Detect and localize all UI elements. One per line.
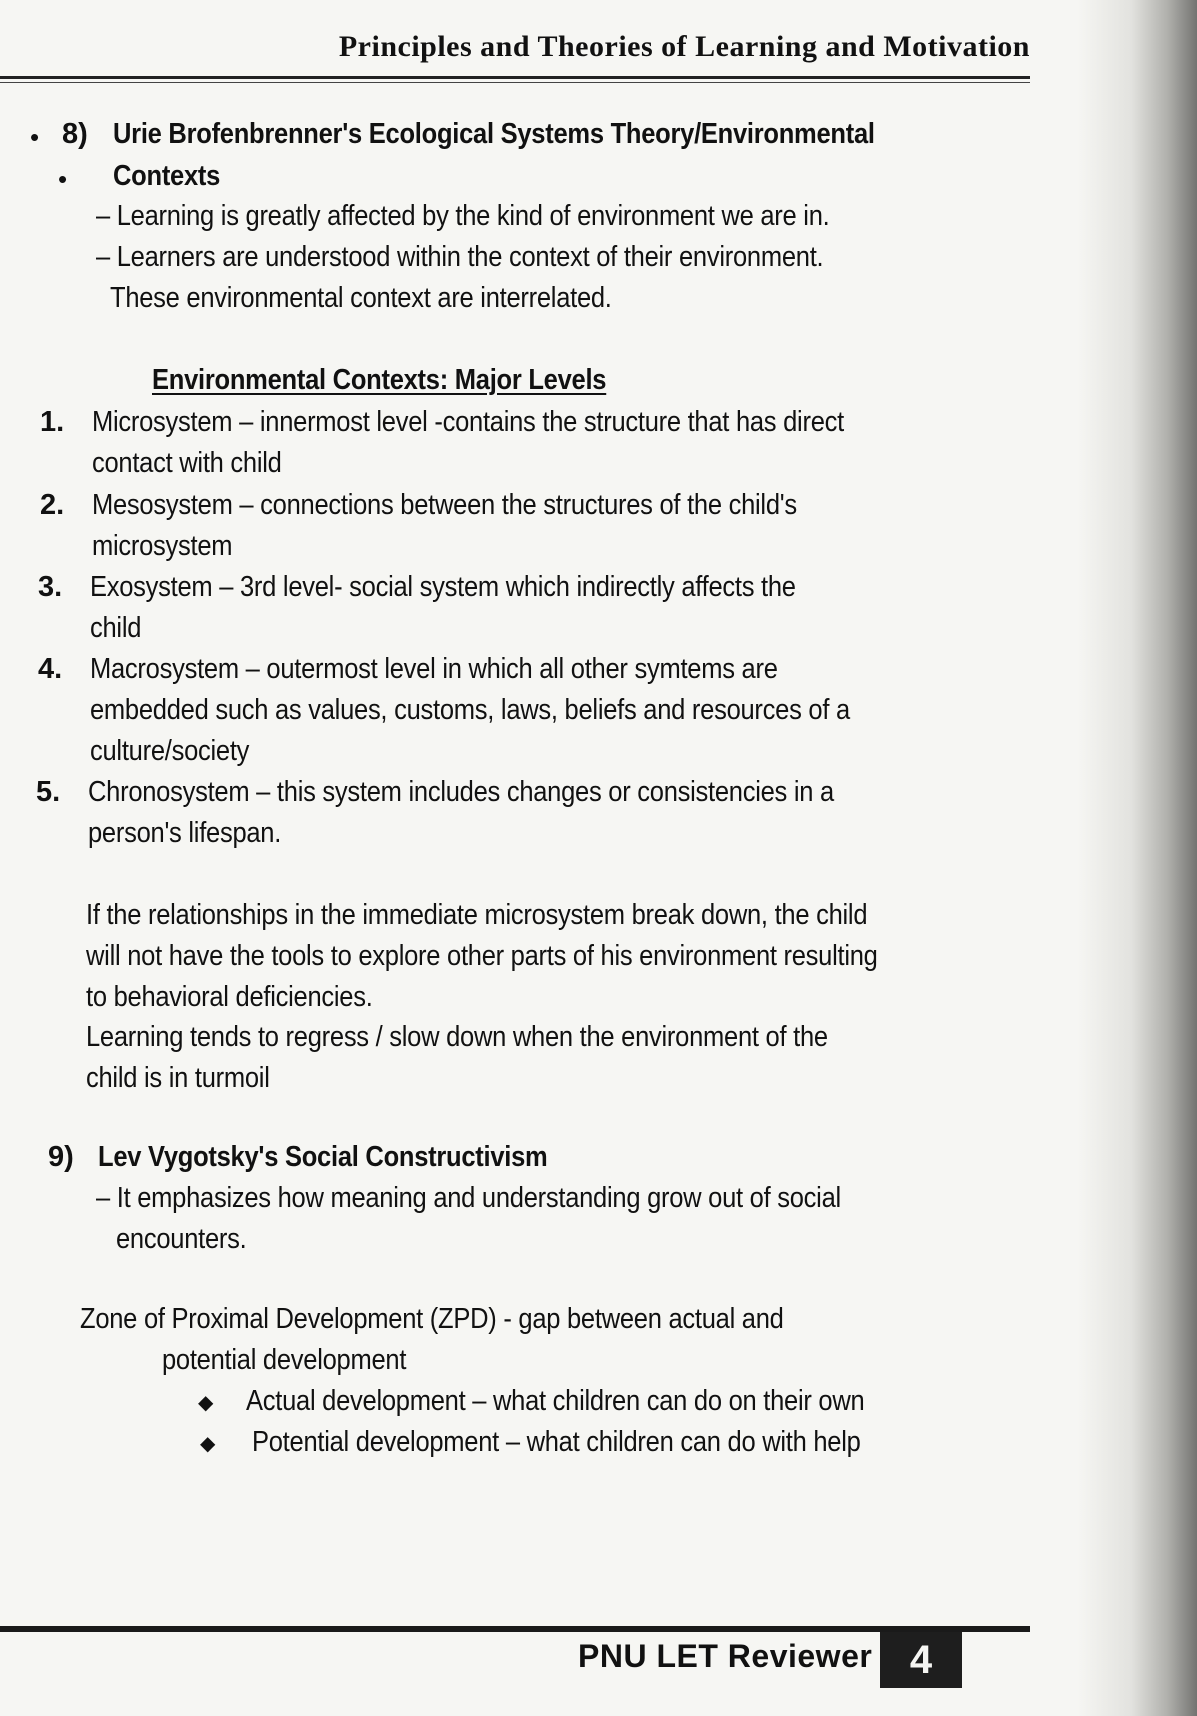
scan-edge-shadow xyxy=(1077,0,1197,1716)
zpd-line-1: Zone of Proximal Development (ZPD) - gap between actual and xyxy=(80,1303,784,1335)
paragraph-2-line-2: child is in turmoil xyxy=(86,1062,270,1094)
level-4-line-3: culture/society xyxy=(90,735,250,767)
header-rule xyxy=(0,76,1030,79)
level-2-line-1: Mesosystem – connections between the structures of the child's xyxy=(92,489,797,521)
running-header: Principles and Theories of Learning and Motivation xyxy=(338,30,1030,63)
paragraph-1-line-2: will not have the tools to explore other parts of his environment resulting xyxy=(86,940,878,972)
levels-heading: Environmental Contexts: Major Levels xyxy=(152,364,607,396)
level-5-number: 5. xyxy=(36,776,61,808)
diamond-bullet-icon: ◆ xyxy=(200,1433,216,1455)
section-8-title-cont: Contexts xyxy=(113,160,221,192)
level-2-number: 2. xyxy=(40,489,65,521)
level-3-line-1: Exosystem – 3rd level- social system which indirectly affects the xyxy=(90,571,796,603)
margin-dot: • xyxy=(30,122,40,152)
level-1-line-1: Microsystem – innermost level -contains the structure that has direct xyxy=(92,406,844,438)
section-9-title: Lev Vygotsky's Social Constructivism xyxy=(98,1141,548,1173)
zpd-sub-2: Potential development – what children can do with help xyxy=(252,1426,861,1458)
diamond-bullet-icon: ◆ xyxy=(198,1392,214,1414)
level-5-line-1: Chronosystem – this system includes changes or consistencies in a xyxy=(88,776,834,808)
level-3-number: 3. xyxy=(38,571,63,603)
level-4-number: 4. xyxy=(38,653,63,685)
section-8-point-2: – Learners are understood within the context of their environment. xyxy=(96,241,824,273)
footer-rule xyxy=(0,1626,1030,1632)
level-4-line-2: embedded such as values, customs, laws, beliefs and resources of a xyxy=(90,694,850,726)
section-9-number: 9) xyxy=(48,1141,74,1173)
footer-reviewer-title: PNU LET Reviewer xyxy=(578,1638,873,1674)
section-8-title: Urie Brofenbrenner's Ecological Systems Theory/Environmental xyxy=(113,118,875,150)
zpd-line-2: potential development xyxy=(162,1344,407,1376)
zpd-sub-1: Actual development – what children can do on their own xyxy=(246,1385,865,1417)
level-3-line-2: child xyxy=(90,612,142,644)
paragraph-2-line-1: Learning tends to regress / slow down when the environment of the xyxy=(86,1021,828,1053)
level-1-line-2: contact with child xyxy=(92,447,282,479)
bullet-point: • xyxy=(58,164,68,194)
level-5-line-2: person's lifespan. xyxy=(88,817,282,849)
level-2-line-2: microsystem xyxy=(92,530,233,562)
paragraph-1-line-3: to behavioral deficiencies. xyxy=(86,981,373,1013)
section-8-number: 8) xyxy=(62,118,88,150)
paragraph-1-line-1: If the relationships in the immediate microsystem break down, the child xyxy=(86,899,868,931)
page-number: 4 xyxy=(880,1632,962,1688)
section-8-point-1: – Learning is greatly affected by the kind of environment we are in. xyxy=(96,200,830,232)
section-8-note: These environmental context are interrelated. xyxy=(110,282,612,314)
section-9-point-line-2: encounters. xyxy=(116,1223,247,1255)
header-rule-thin xyxy=(0,82,1030,83)
level-1-number: 1. xyxy=(40,406,65,438)
level-4-line-1: Macrosystem – outermost level in which all other symtems are xyxy=(90,653,778,685)
section-9-point-line-1: – It emphasizes how meaning and understanding grow out of social xyxy=(96,1182,841,1214)
